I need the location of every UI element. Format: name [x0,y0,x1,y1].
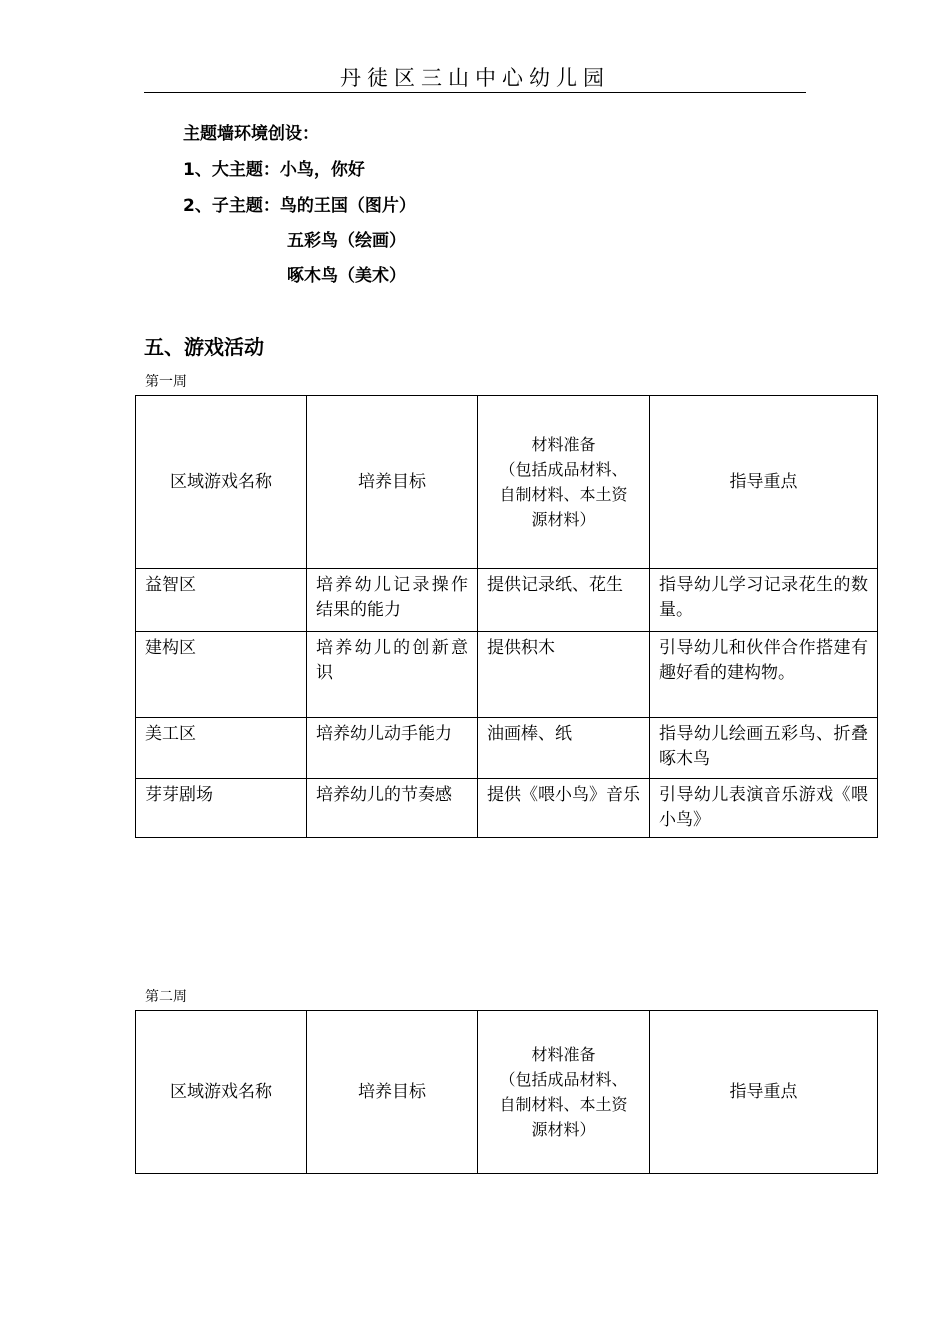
sub-theme-item: 五彩鸟（绘画） [287,231,406,251]
cell-focus: 引导幼儿和伙伴合作搭建有趣好看的建构物。 [650,632,878,718]
week2-table [135,1010,878,1174]
cell-area: 美工区 [136,718,307,779]
table-row [136,779,878,838]
header-area: 区域游戏名称 [136,396,307,569]
week2-label: 第二周 [145,989,187,1005]
kindergarten-name: 丹徒区三山中心幼儿园 [340,66,610,90]
table-header-row [136,1011,878,1174]
sub-theme: 2、子主题：鸟的王国（图片） [183,196,416,216]
header-material-line: 材料准备 [531,435,596,454]
table-header-row [136,396,878,569]
cell-area: 益智区 [136,569,307,632]
week1-table [135,395,878,838]
page-header [144,64,806,93]
table-row [136,632,878,718]
header-material-line: 材料准备 [531,1045,596,1064]
cell-goal: 培养幼儿动手能力 [307,718,478,779]
cell-focus: 指导幼儿学习记录花生的数量。 [650,569,878,632]
cell-focus: 指导幼儿绘画五彩鸟、折叠啄木鸟 [650,718,878,779]
week1-label: 第一周 [145,374,187,390]
header-material [478,1011,650,1174]
header-material-line: （包括成品材料、 [499,460,628,479]
cell-material: 提供积木 [478,632,650,718]
header-material [478,396,650,569]
cell-area: 芽芽剧场 [136,779,307,838]
header-material-line: 源材料） [531,1120,596,1139]
header-area: 区域游戏名称 [136,1011,307,1174]
cell-area: 建构区 [136,632,307,718]
section-title: 五、游戏活动 [144,335,264,359]
cell-goal: 培养幼儿的创新意识 [307,632,478,718]
cell-focus: 引导幼儿表演音乐游戏《喂小鸟》 [650,779,878,838]
theme-wall-heading: 主题墙环境创设： [183,124,319,144]
sub-theme-item: 啄木鸟（美术） [287,266,406,286]
cell-goal: 培养幼儿的节奏感 [307,779,478,838]
cell-goal: 培养幼儿记录操作结果的能力 [307,569,478,632]
table-row [136,718,878,779]
header-focus: 指导重点 [650,1011,878,1174]
main-theme: 1、大主题：小鸟，你好 [183,160,365,180]
header-goal: 培养目标 [307,1011,478,1174]
cell-material: 油画棒、纸 [478,718,650,779]
header-material-line: 自制材料、本土资 [499,1095,628,1114]
cell-material: 提供《喂小鸟》音乐 [478,779,650,838]
header-focus: 指导重点 [650,396,878,569]
table-row [136,569,878,632]
header-material-line: （包括成品材料、 [499,1070,628,1089]
header-goal: 培养目标 [307,396,478,569]
cell-material: 提供记录纸、花生 [478,569,650,632]
header-material-line: 源材料） [531,510,596,529]
header-material-line: 自制材料、本土资 [499,485,628,504]
